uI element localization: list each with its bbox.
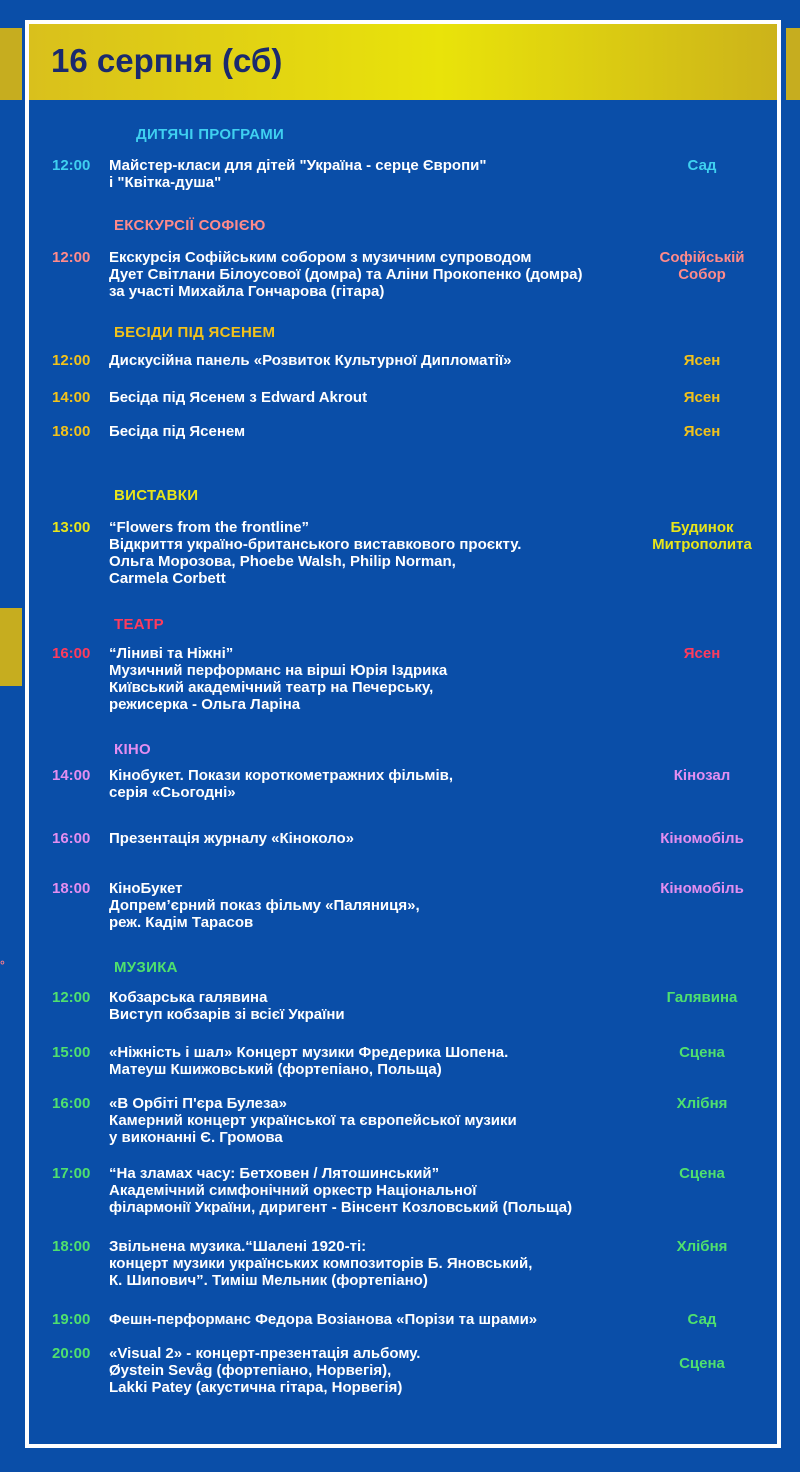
event-description-line: К. Шипович”. Тиміш Мельник (фортепіано): [109, 1272, 428, 1289]
event-description-line: і "Квітка-душа": [109, 174, 222, 191]
bottom-band: [0, 1452, 800, 1472]
event-venue-line: Хлібня: [676, 1238, 728, 1255]
event-venue: [622, 830, 782, 847]
event-venue-line: Хлібня: [676, 1095, 728, 1112]
event-description: [109, 989, 669, 1023]
event-venue-line: Будинок: [670, 519, 734, 536]
frame-right-border: [777, 20, 781, 1448]
event-venue: [622, 1044, 782, 1061]
event-description-line: КіноБукет: [109, 880, 183, 897]
section-title-cinema: КІНО: [114, 741, 152, 758]
event-time: 18:00: [52, 1238, 91, 1255]
event-venue: [622, 989, 782, 1006]
event-time: 13:00: [52, 519, 91, 536]
event-description-line: Презентація журналу «Кіноколо»: [109, 830, 354, 847]
event-description: [109, 423, 669, 440]
event-description-line: за участі Михайла Гончарова (гітара): [109, 283, 385, 300]
event-description-line: концерт музики українських композиторів Б. Яновський,: [109, 1255, 533, 1272]
event-venue: [622, 767, 782, 784]
event-venue-line: Сад: [687, 1311, 717, 1328]
event-description: [109, 1044, 669, 1078]
event-time: 16:00: [52, 1095, 91, 1112]
event-venue-line: Кіномобіль: [660, 830, 744, 847]
event-description-line: режисерка - Ольга Ларіна: [109, 696, 301, 713]
event-description: [109, 1238, 669, 1289]
event-description-line: Carmela Corbett: [109, 570, 226, 587]
event-venue: [622, 423, 782, 440]
frame-top-border: [25, 20, 777, 24]
event-venue: [622, 1311, 782, 1328]
event-time: 12:00: [52, 352, 91, 369]
event-venue: [622, 645, 782, 662]
event-description-line: Допрем’єрний показ фільму «Паляниця»,: [109, 897, 420, 914]
event-venue-line: Сцена: [679, 1044, 725, 1061]
event-description: [109, 389, 669, 406]
event-time: 15:00: [52, 1044, 91, 1061]
event-description-line: Музичний перформанс на вірші Юрія Іздрика: [109, 662, 448, 679]
event-description-line: Ольга Морозова, Phoebe Walsh, Philip Norman,: [109, 553, 456, 570]
event-venue-line: Кінозал: [673, 767, 731, 784]
page-title: 16 серпня (сб): [51, 42, 283, 79]
event-description-line: Кінобукет. Покази короткометражних фільмів,: [109, 767, 454, 784]
event-venue: [622, 880, 782, 897]
event-time: 18:00: [52, 423, 91, 440]
event-description: [109, 519, 669, 587]
event-time: 14:00: [52, 767, 91, 784]
event-time: 14:00: [52, 389, 91, 406]
event-time: 12:00: [52, 157, 91, 174]
event-description-line: Відкриття україно-британського виставкового проєкту.: [109, 536, 522, 553]
event-description: [109, 830, 669, 847]
event-time: 20:00: [52, 1345, 91, 1362]
event-time: 12:00: [52, 989, 91, 1006]
event-description: [109, 767, 669, 801]
section-title-exhibitions: ВИСТАВКИ: [114, 487, 199, 504]
event-time: 19:00: [52, 1311, 91, 1328]
event-description: [109, 645, 669, 713]
event-venue-line: Галявина: [666, 989, 738, 1006]
event-description-line: Київський академічний театр на Печерську,: [109, 679, 434, 696]
event-time: 17:00: [52, 1165, 91, 1182]
event-description-line: Бесіда під Ясенем з Edward Akrout: [109, 389, 368, 406]
event-description-line: філармонії України, диригент - Вінсент Козловський (Польща): [109, 1199, 573, 1216]
right-gold-accent: [786, 28, 800, 100]
event-description-line: “На зламах часу: Бетховен / Лятошинський”: [109, 1165, 440, 1182]
event-description: [109, 249, 669, 300]
event-venue: [622, 352, 782, 369]
event-venue-line: Сад: [687, 157, 717, 174]
event-description-line: «Ніжність і шал» Концерт музики Фредерика Шопена.: [109, 1044, 509, 1061]
event-description: [109, 1311, 669, 1328]
event-description-line: Виступ кобзарів зі всієї України: [109, 1006, 345, 1023]
event-venue-line: Сцена: [679, 1355, 725, 1372]
event-venue-line: Ясен: [683, 352, 721, 369]
event-description-line: серія «Сьогодні»: [109, 784, 236, 801]
event-venue-line: Собор: [678, 266, 726, 283]
event-description: [109, 1165, 669, 1216]
section-title-music: МУЗИКА: [114, 959, 178, 976]
event-description-line: Камерний концерт української та європейської музики: [109, 1112, 517, 1129]
event-time: 16:00: [52, 830, 91, 847]
event-description-line: Екскурсія Софійським собором з музичним супроводом: [109, 249, 532, 266]
event-venue: [622, 389, 782, 406]
event-description-line: Lakki Patey (акустична гітара, Норвегія): [109, 1379, 403, 1396]
event-description: [109, 157, 669, 191]
event-description-line: у виконанні Є. Громова: [109, 1129, 283, 1146]
event-description-line: Фешн-перформанс Федора Возіанова «Порізи та шрами»: [109, 1311, 538, 1328]
event-venue-line: Митрополита: [652, 536, 752, 553]
event-description-line: «Visual 2» - концерт-презентація альбому.: [109, 1345, 421, 1362]
event-description-line: Майстер-класи для дітей "Україна - серце Європи": [109, 157, 487, 174]
event-venue-line: Кіномобіль: [660, 880, 744, 897]
section-title-excursions: ЕКСКУРСІЇ СОФІЄЮ: [114, 217, 266, 234]
date-header: [29, 24, 777, 100]
top-band: [0, 0, 800, 22]
event-venue: [622, 519, 782, 553]
event-time: 18:00: [52, 880, 91, 897]
frame-left-border: [25, 20, 29, 1448]
event-description-line: Кобзарська галявина: [109, 989, 268, 1006]
event-description-line: Бесіда під Ясенем: [109, 423, 246, 440]
event-venue-line: Сцена: [679, 1165, 725, 1182]
event-venue: [622, 1165, 782, 1182]
side-mark: °: [0, 958, 5, 972]
event-description: [109, 1095, 669, 1146]
section-title-talks: БЕСІДИ ПІД ЯСЕНЕМ: [114, 324, 276, 341]
event-description-line: «В Орбіті П'єра Булеза»: [109, 1095, 287, 1112]
event-venue-line: Софійській: [659, 249, 745, 266]
event-venue-line: Ясен: [683, 645, 721, 662]
event-description-line: Матеуш Кшижовський (фортепіано, Польща): [109, 1061, 442, 1078]
event-description-line: Дует Світлани Білоусової (домра) та Аліни Прокопенко (домра): [109, 266, 583, 283]
event-venue: [622, 249, 782, 283]
event-venue: [622, 1355, 782, 1372]
event-venue: [622, 157, 782, 174]
event-description-line: реж. Кадім Тарасов: [109, 914, 254, 931]
section-title-theatre: ТЕАТР: [114, 616, 164, 633]
event-description-line: Дискусійна панель «Розвиток Культурної Дипломатії»: [109, 352, 512, 369]
left-gold-accent: [0, 28, 22, 100]
event-time: 12:00: [52, 249, 91, 266]
event-description-line: “Flowers from the frontline”: [109, 519, 310, 536]
event-description-line: “Ліниві та Ніжні”: [109, 645, 234, 662]
event-description-line: Звільнена музика.“Шалені 1920-ті:: [109, 1238, 367, 1255]
event-description-line: Академічний симфонічний оркестр Національної: [109, 1182, 477, 1199]
event-time: 16:00: [52, 645, 91, 662]
event-description: [109, 880, 669, 931]
left-gold-accent-lower: [0, 608, 22, 686]
event-venue: [622, 1238, 782, 1255]
frame-bottom-border: [25, 1444, 781, 1448]
event-description-line: Øystein Sevåg (фортепіано, Норвегія),: [109, 1362, 392, 1379]
event-description: [109, 1345, 669, 1396]
event-description: [109, 352, 669, 369]
event-venue: [622, 1095, 782, 1112]
event-venue-line: Ясен: [683, 389, 721, 406]
section-title-kids: ДИТЯЧІ ПРОГРАМИ: [136, 126, 285, 143]
event-venue-line: Ясен: [683, 423, 721, 440]
